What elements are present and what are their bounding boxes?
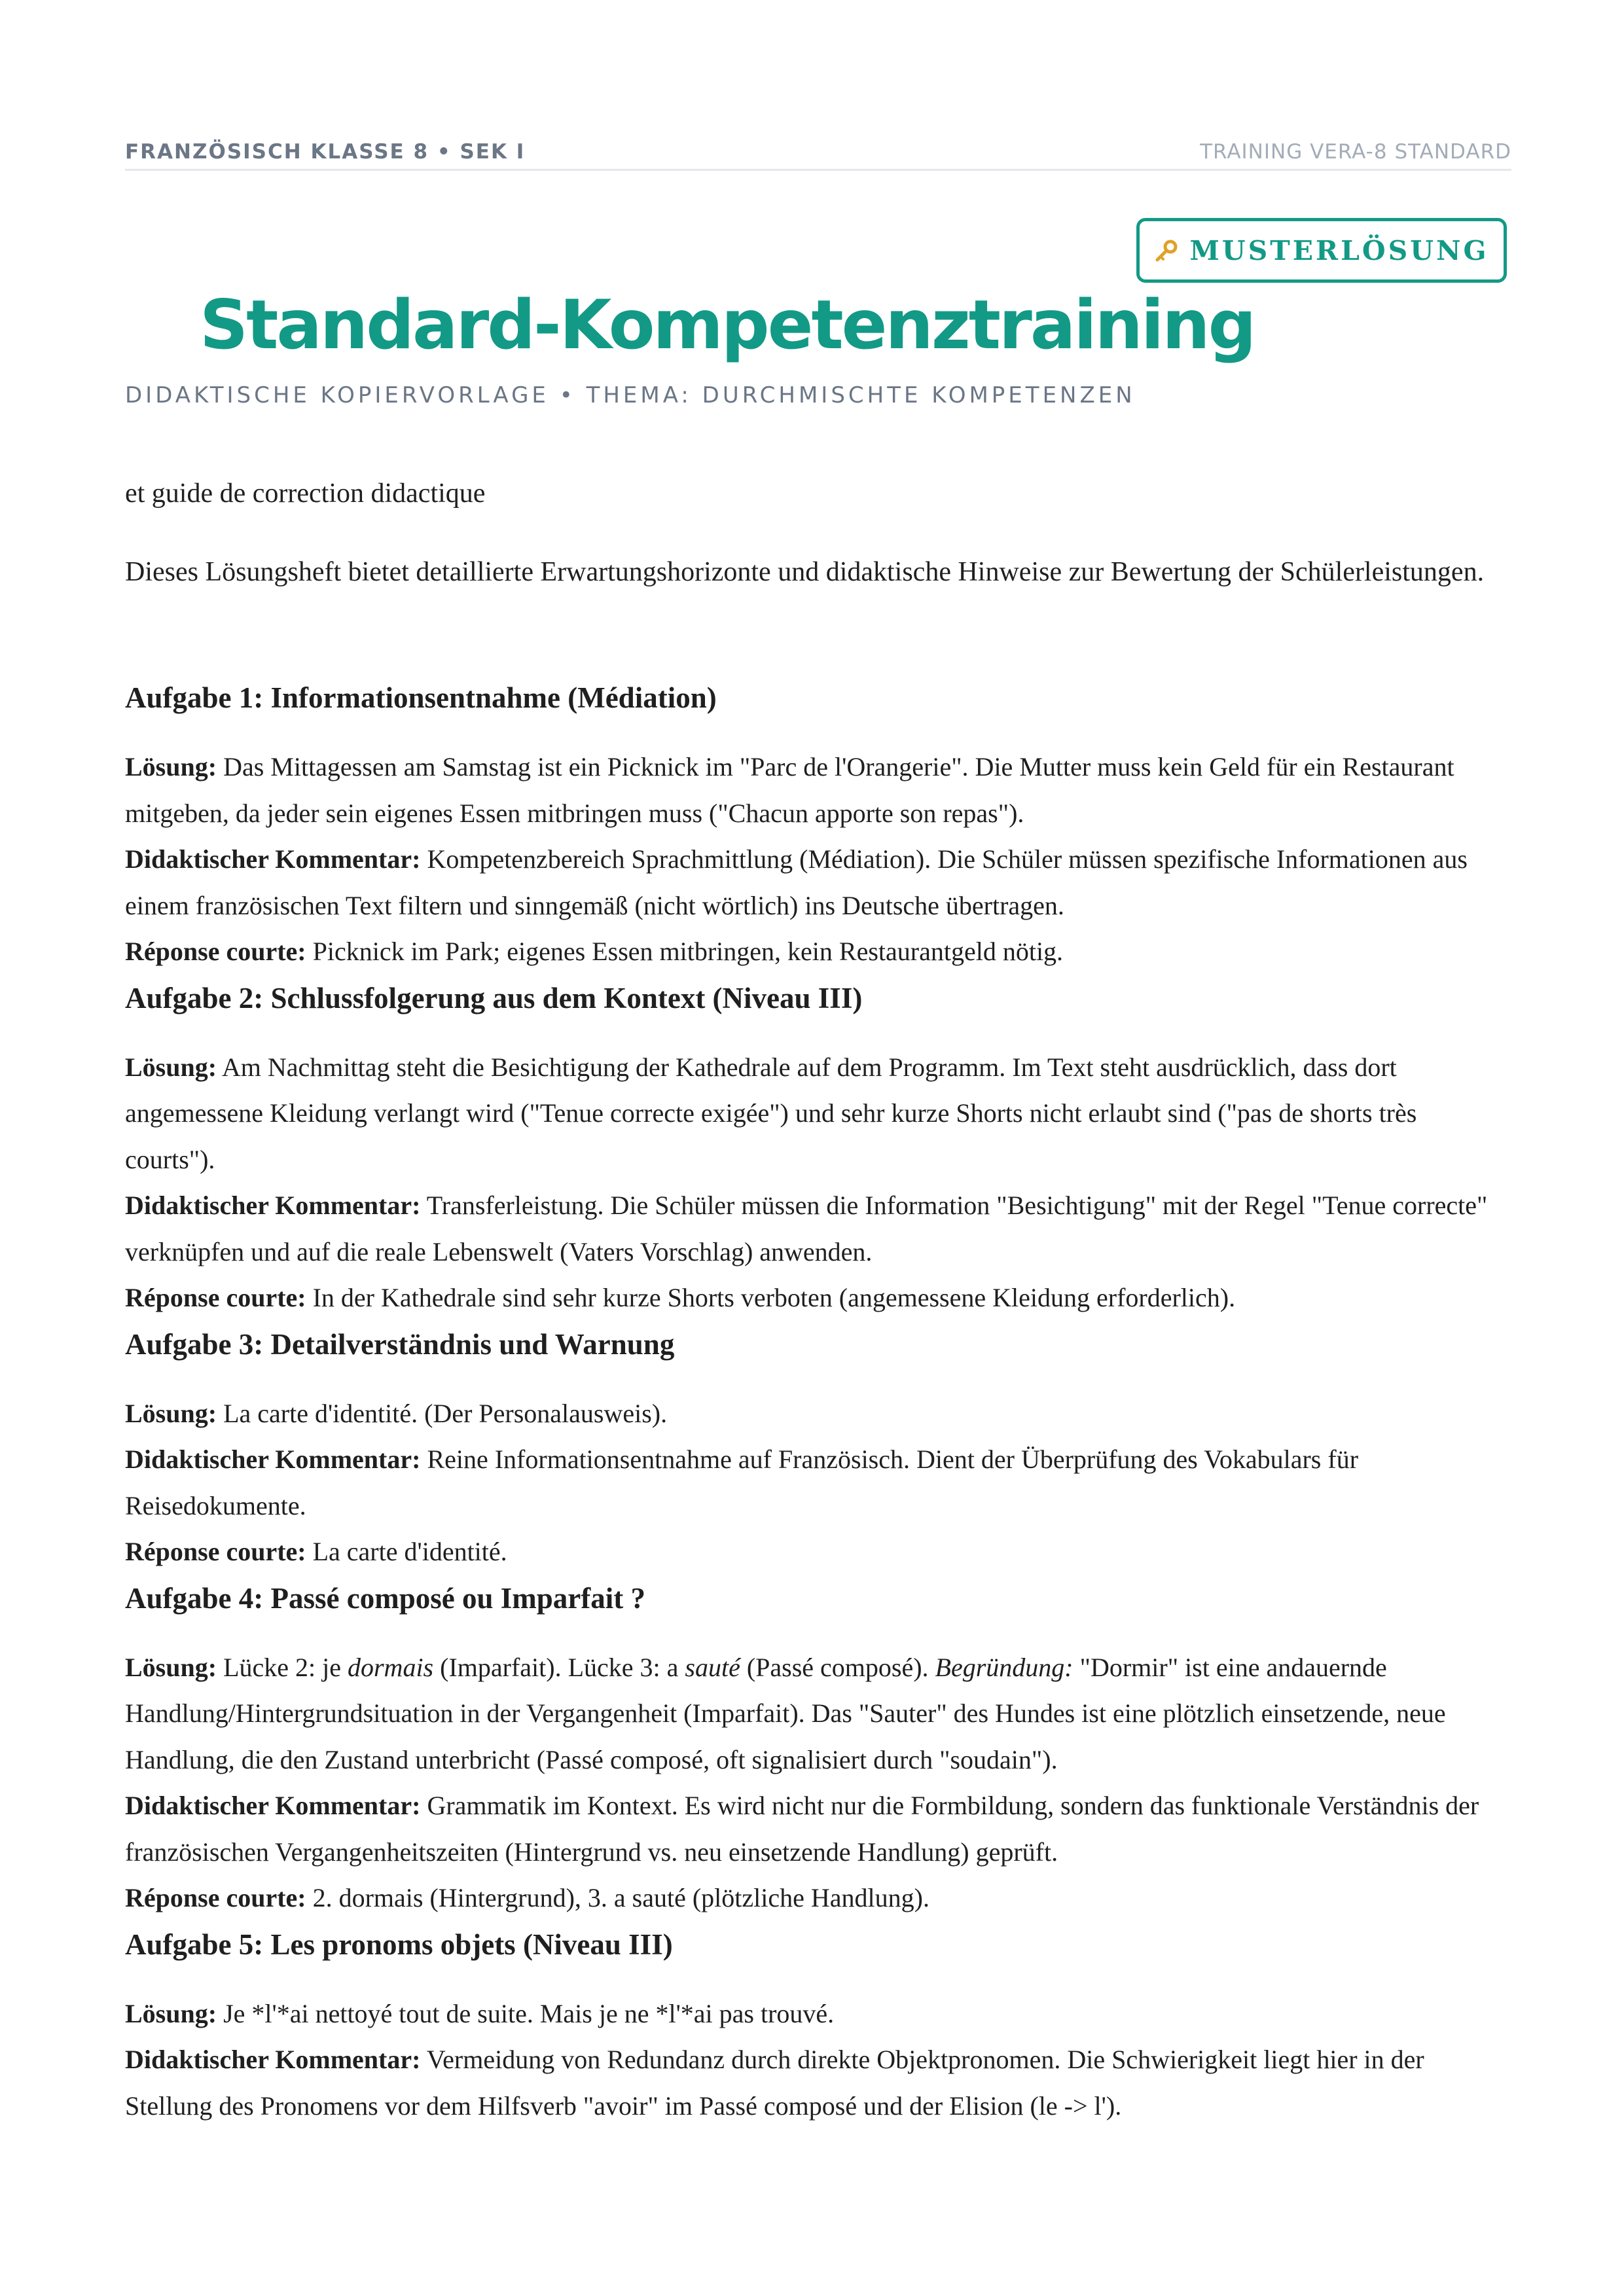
solution-badge bbox=[1136, 218, 1507, 283]
comment-paragraph bbox=[125, 2037, 1511, 2129]
comment-paragraph bbox=[125, 1183, 1511, 1275]
solution-text: Am Nachmittag steht die Besichtigung der Kathedrale auf dem Programm. Im Text steht ausdrücklich, dass dort angemessene Kleidung verlangt wird ("Tenue correcte exigée") und sehr kurze Shorts nicht erlaubt sind ("pas de shorts très courts"). bbox=[125, 1052, 1417, 1174]
page-title: Standard-Kompetenztraining bbox=[200, 286, 1255, 365]
comment-label: Didaktischer Kommentar: bbox=[125, 1791, 421, 1820]
comment-text: Transferleistung. Die Schüler müssen die Information "Besichtigung" mit der Regel "Tenue correcte" verknüpfen und auf die reale Lebenswelt (Vaters Vorschlag) anwenden. bbox=[125, 1191, 1488, 1266]
comment-label: Didaktischer Kommentar: bbox=[125, 1444, 421, 1474]
solution-text: "Dormir" ist eine andauernde Handlung/Hintergrundsituation in der Vergangenheit (Imparfait). Das "Sauter" des Hundes ist eine plötzlich einsetzende, neue Handlung, die den Zustand unterbricht (Passé composé, oft signalisiert durch "soudain"). bbox=[125, 1652, 1446, 1774]
task-body bbox=[125, 744, 1511, 975]
solutions-content bbox=[125, 675, 1511, 2129]
task-body bbox=[125, 1391, 1511, 1575]
comment-paragraph bbox=[125, 1437, 1511, 1529]
task-body bbox=[125, 1045, 1511, 1321]
task-heading: Aufgabe 2: Schlussfolgerung aus dem Kontext (Niveau III) bbox=[125, 981, 863, 1014]
task-body bbox=[125, 1991, 1511, 2130]
solution-text: Lücke 2: je bbox=[217, 1652, 348, 1682]
comment-paragraph bbox=[125, 1783, 1511, 1875]
intro-paragraph: Dieses Lösungsheft bietet detaillierte Erwartungshorizonte und didaktische Hinweise zur Bewertung der Schülerleistungen. bbox=[125, 557, 1485, 587]
short-answer-text: In der Kathedrale sind sehr kurze Shorts verboten (angemessene Kleidung erforderlich). bbox=[306, 1283, 1236, 1312]
short-answer-label: Réponse courte: bbox=[125, 937, 306, 966]
key-icon bbox=[1155, 239, 1178, 262]
comment-text: Kompetenzbereich Sprachmittlung (Médiation). Die Schüler müssen spezifische Informationen aus einem französischen Text filtern und sinngemäß (nicht wörtlich) ins Deutsche übertragen. bbox=[125, 844, 1468, 920]
short-answer-text: Picknick im Park; eigenes Essen mitbringen, kein Restaurantgeld nötig. bbox=[306, 937, 1064, 966]
comment-paragraph bbox=[125, 836, 1511, 929]
solution-label: Lösung: bbox=[125, 752, 217, 781]
short-answer-label: Réponse courte: bbox=[125, 1283, 306, 1312]
comment-label: Didaktischer Kommentar: bbox=[125, 844, 421, 874]
solution-text: Je *l'*ai nettoyé tout de suite. Mais je ne *l'*ai pas trouvé. bbox=[217, 1998, 835, 2028]
solution-paragraph bbox=[125, 1045, 1511, 1183]
solution-paragraph bbox=[125, 1991, 1511, 2037]
task-heading: Aufgabe 4: Passé composé ou Imparfait ? bbox=[125, 1581, 645, 1615]
solution-label: Lösung: bbox=[125, 1652, 217, 1682]
solution-text: (Imparfait). Lücke 3: a bbox=[433, 1652, 685, 1682]
comment-text: Reine Informationsentnahme auf Französisch. Dient der Überprüfung des Vokabulars für Reisedokumente. bbox=[125, 1444, 1359, 1520]
short-answer-text: La carte d'identité. bbox=[306, 1537, 507, 1566]
task-heading: Aufgabe 1: Informationsentnahme (Médiation) bbox=[125, 681, 717, 714]
short-answer-label: Réponse courte: bbox=[125, 1883, 306, 1912]
verb-form-saute: sauté bbox=[685, 1652, 740, 1682]
badge-label: MUSTERLÖSUNG bbox=[1189, 234, 1489, 266]
short-answer-paragraph bbox=[125, 1875, 1511, 1922]
comment-label: Didaktischer Kommentar: bbox=[125, 1191, 421, 1220]
short-answer-text: 2. dormais (Hintergrund), 3. a sauté (plötzliche Handlung). bbox=[306, 1883, 929, 1912]
verb-form-dormais: dormais bbox=[347, 1652, 434, 1682]
task-heading: Aufgabe 3: Detailverständnis und Warnung bbox=[125, 1327, 675, 1361]
short-answer-paragraph bbox=[125, 929, 1511, 975]
solution-paragraph bbox=[125, 1645, 1511, 1784]
running-header bbox=[125, 140, 1511, 171]
solution-text: Das Mittagessen am Samstag ist ein Picknick im "Parc de l'Orangerie". Die Mutter muss kein Geld für ein Restaurant mitgeben, da jeder sein eigenes Essen mitbringen muss ("Chacun apporte son repas"). bbox=[125, 752, 1454, 828]
comment-text: Grammatik im Kontext. Es wird nicht nur die Formbildung, sondern das funktionale Verständnis der französischen Vergangenheitszeiten (Hintergrund vs. neu einsetzende Handlung) geprüft. bbox=[125, 1791, 1479, 1867]
comment-text: Vermeidung von Redundanz durch direkte Objektpronomen. Die Schwierigkeit liegt hier in der Stellung des Pronomens vor dem Hilfsverb "avoir" im Passé composé und der Elision (le -> l'). bbox=[125, 2045, 1424, 2121]
solution-label: Lösung: bbox=[125, 1052, 217, 1082]
short-answer-paragraph bbox=[125, 1529, 1511, 1575]
solution-label: Lösung: bbox=[125, 1998, 217, 2028]
task-body bbox=[125, 1645, 1511, 1922]
header-training: TRAINING VERA-8 STANDARD bbox=[1200, 140, 1511, 164]
solution-text: (Passé composé). bbox=[740, 1652, 935, 1682]
header-subject: FRANZÖSISCH KLASSE 8 • SEK I bbox=[125, 140, 526, 164]
solution-paragraph bbox=[125, 744, 1511, 836]
solution-label: Lösung: bbox=[125, 1398, 217, 1428]
comment-label: Didaktischer Kommentar: bbox=[125, 2045, 421, 2074]
reasoning-label: Begründung: bbox=[935, 1652, 1074, 1682]
short-answer-label: Réponse courte: bbox=[125, 1537, 306, 1566]
task-heading: Aufgabe 5: Les pronoms objets (Niveau III) bbox=[125, 1928, 673, 1961]
intro-line: et guide de correction didactique bbox=[125, 478, 486, 509]
short-answer-paragraph bbox=[125, 1275, 1511, 1321]
solution-text: La carte d'identité. (Der Personalausweis). bbox=[217, 1398, 668, 1428]
solution-paragraph bbox=[125, 1391, 1511, 1437]
page-subtitle: DIDAKTISCHE KOPIERVORLAGE • THEMA: DURCHMISCHTE KOMPETENZEN bbox=[125, 382, 1136, 408]
